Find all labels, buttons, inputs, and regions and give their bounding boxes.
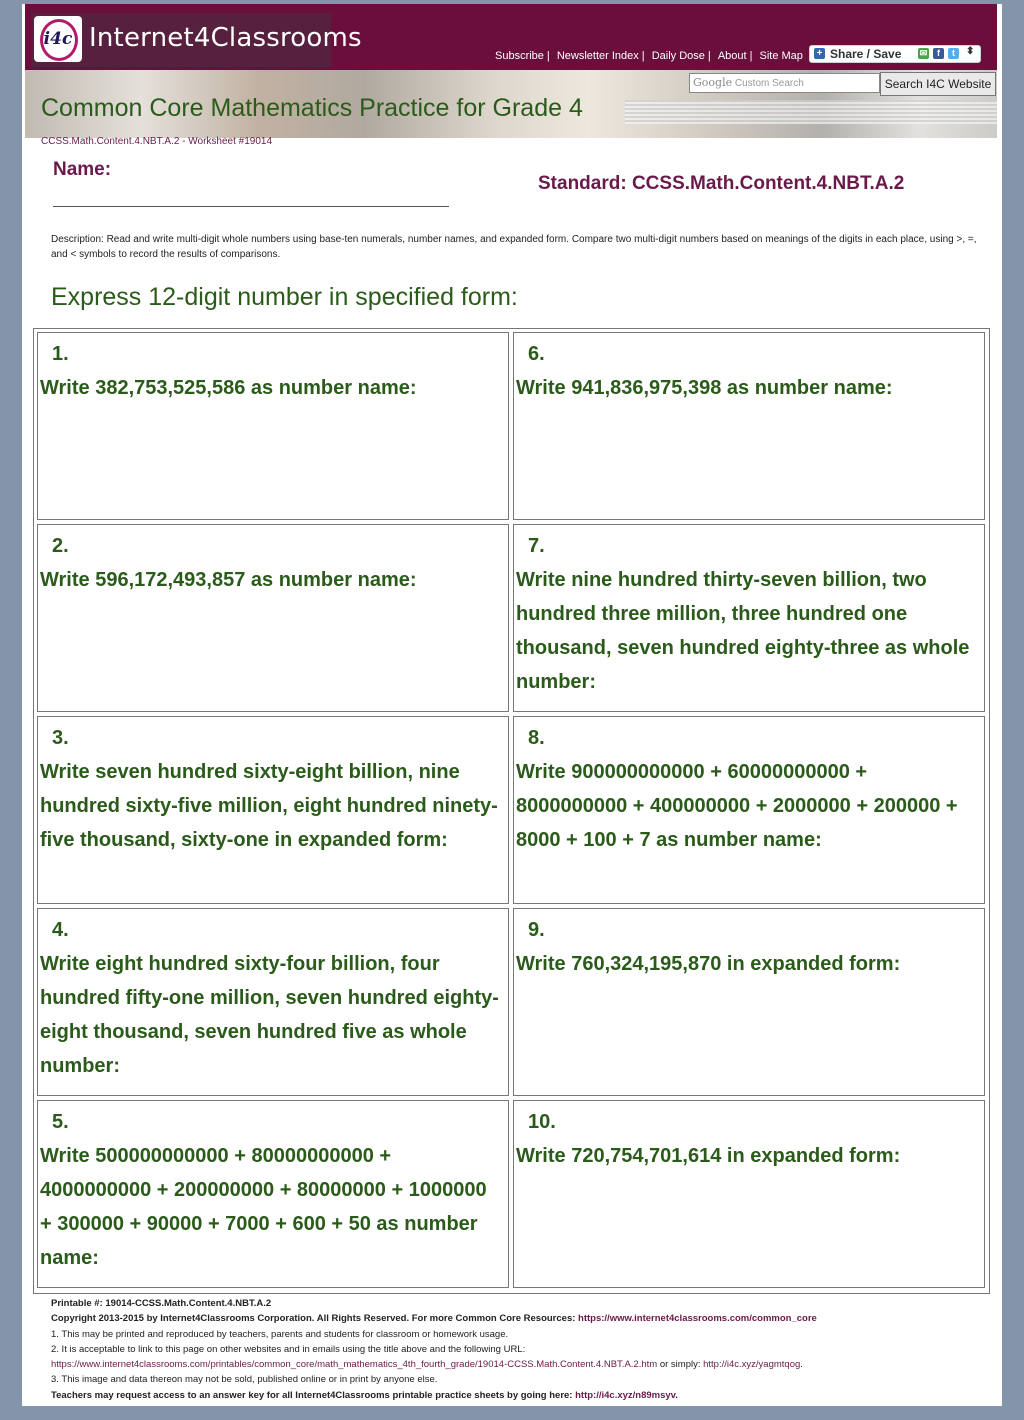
nav-about[interactable]: About [717,50,747,62]
site-header [25,4,997,70]
question-text: Write 382,753,525,586 as number name: [40,377,417,399]
question-number: 9. [528,919,545,941]
section-heading: Express 12-digit number in specified form: [51,283,518,311]
common-core-link[interactable]: https://www.internet4classrooms.com/common_core [578,1313,817,1325]
question-number: 7. [528,535,545,557]
short-url-link[interactable]: http://i4c.xyz/yagmtqog [703,1359,801,1371]
question-text: Write seven hundred sixty-eight billion, nine hundred sixty-five million, eight hundred ninety-five thousand, sixty-one in expanded form: [40,761,498,851]
logo-text: Internet4Classrooms [89,23,362,53]
question-cell-2 [37,524,509,712]
question-number: 5. [52,1111,69,1133]
name-line [53,206,449,207]
question-number: 8. [528,727,545,749]
twitter-icon: t [948,48,959,59]
note-2-url-line [51,1357,991,1372]
questions-grid [33,328,990,1294]
question-cell-3 [37,716,509,904]
search-input[interactable] [689,73,880,93]
worksheet-breadcrumb: CCSS.Math.Content.4.NBT.A.2 - Worksheet #19014 [41,136,273,147]
google-logo: Google [693,76,733,89]
question-number: 6. [528,343,545,365]
name-label: Name: [53,159,112,180]
question-cell-9 [513,908,985,1096]
note-2-mid: or simply: [657,1359,704,1371]
note-2-end: . [800,1359,803,1371]
question-text: Write 720,754,701,614 in expanded form: [516,1145,901,1167]
question-number: 3. [52,727,69,749]
standard-label: Standard: CCSS.Math.Content.4.NBT.A.2 [538,173,905,194]
share-save-button[interactable] [809,45,981,63]
question-cell-6 [513,332,985,520]
question-cell-1 [37,332,509,520]
page-title: Common Core Mathematics Practice for Grade 4 [41,94,583,122]
worksheet-url-link[interactable]: https://www.internet4classrooms.com/printables/common_core/math_mathematics_4th_fourth_grade/19014-CCSS.Math.Content.4.NBT.A.2.htm [51,1359,658,1371]
question-cell-10 [513,1100,985,1288]
question-number: 2. [52,535,69,557]
question-cell-8 [513,716,985,904]
question-cell-7 [513,524,985,712]
email-share-icon: ✉ [919,48,928,58]
printable-number: Printable #: 19014-CCSS.Math.Content.4.NBT.A.2 [51,1298,272,1309]
nav-subscribe[interactable]: Subscribe [495,50,544,62]
question-cell-5 [37,1100,509,1288]
note-1: 1. This may be printed and reproduced by teachers, parents and students for classroom or homework usage. [51,1328,509,1340]
nav-daily-dose[interactable]: Daily Dose [651,50,705,62]
question-cell-4 [37,908,509,1096]
search-placeholder: Custom Search [734,78,804,89]
i4c-logo-icon [34,16,82,62]
facebook-icon: f [933,48,944,59]
note-2: 2. It is acceptable to link to this page on other websites and in emails using the title above and the following URL: [51,1343,526,1355]
question-text: Write 941,836,975,398 as number name: [516,377,893,399]
question-text: Write eight hundred sixty-four billion, four hundred fifty-one million, seven hundred eighty-eight thousand, seven hundred five as whole number: [40,953,499,1077]
nav-newsletter-index[interactable]: Newsletter Index [556,50,639,62]
question-number: 1. [52,343,69,365]
question-text: Write 900000000000 + 60000000000 + 8000000000 + 400000000 + 2000000 + 200000 + 8000 + 100 + 7 as number name: [516,761,958,851]
dropdown-arrows-icon: ⬍ [966,46,975,57]
note-3: 3. This image and data thereon may not be sold, published online or in print by anyone else. [51,1374,438,1386]
question-text: Write 596,172,493,857 as number name: [40,569,417,591]
worksheet-page [22,4,1002,1406]
nav-site-map[interactable]: Site Map [759,50,803,62]
answer-key-text: Teachers may request access to an answer key for all Internet4Classrooms printable practice sheets by going here: [51,1389,576,1401]
answer-key-end: . [675,1389,678,1401]
site-logo[interactable] [31,13,362,67]
share-plus-icon: + [814,48,825,59]
answer-key-link[interactable]: http://i4c.xyz/n89msyv [575,1389,676,1401]
share-label: Share / Save [830,47,902,61]
top-nav: Subscribe | Newsletter Index | Daily Dose | About | Site Map [495,50,803,62]
question-text: Write 760,324,195,870 in expanded form: [516,953,901,975]
copyright-line [51,1311,991,1326]
copyright-text: Copyright 2013-2015 by Internet4Classrooms Corporation. All Rights Reserved. For more Common Core Resources: [51,1313,579,1325]
description: Description: Read and write multi-digit whole numbers using base-ten numerals, number names, and expanded form. Compare two multi-digit numbers based on meanings of the digits in each place, using >, =, and < symbols to record the results of comparisons. [51,234,977,260]
search-button[interactable]: Search I4C Website [880,72,996,96]
question-number: 10. [528,1111,556,1133]
question-text: Write 500000000000 + 80000000000 + 4000000000 + 200000000 + 80000000 + 1000000 + 300000 + 90000 + 7000 + 600 + 50 as number name: [40,1145,487,1269]
question-number: 4. [52,919,69,941]
logo-mark-text: i4c [43,29,73,49]
question-text: Write nine hundred thirty-seven billion, two hundred three million, three hundred one thousand, seven hundred eighty-three as whole number: [516,569,970,693]
answer-key-line [51,1388,991,1403]
footer [51,1296,991,1403]
